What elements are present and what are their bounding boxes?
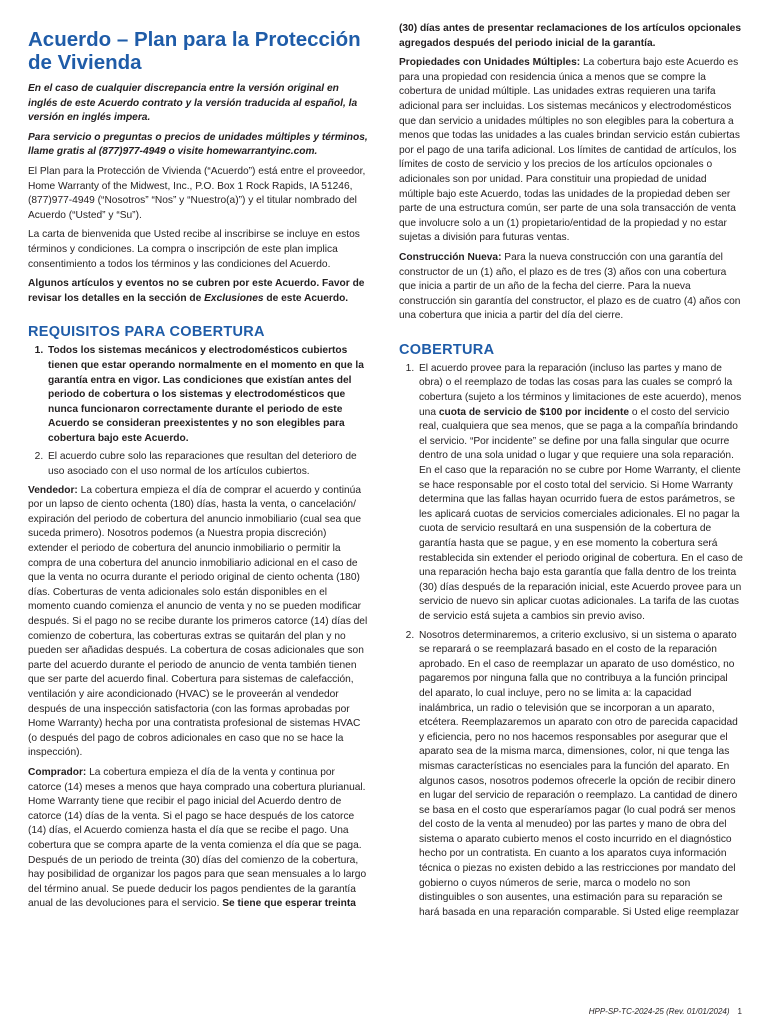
requirements-list (28, 344, 368, 479)
exclusions-note-text: Algunos artículos y eventos no se cubren por este Acuerdo. Favor de revisar los detalles en la sección de (28, 278, 365, 304)
coverage-heading: COBERTURA (399, 341, 495, 358)
buyer-bold-tail: Se tiene que esperar treinta (219, 898, 356, 910)
coverage-item-1 (417, 362, 743, 625)
multi-unit-paragraph (399, 56, 743, 246)
continuation-bold: (30) días antes de presentar reclamaciones de los artículos opcionales agregados después del periodo inicial de la garantía. (399, 23, 741, 49)
page-number: 1 (737, 1007, 742, 1016)
buyer-paragraph (28, 766, 368, 912)
seller-text: La cobertura empieza el día de comprar el acuerdo y continúa por un lapso de ciento ochenta (180) días, hasta la venta, o cancelación/ expiración del periodo de cobertura del anuncio inmobiliario (cual sea que suceda primero). Nosotros podemos (a Nuestra propia discreción) extender el periodo de cobertura del anuncio inmobiliario o permitir la compra de una cobertura del anuncio inmobiliario adicional en el caso de que la venta no ocurra durante el periodo original de ciento ochenta (180) días. Coberturas de venta adicionales solo están disponibles en el momento cuando comienza el anuncio de venta y no se pueden modificar después. Si el pago no se recibe durante los primeros catorce (14) días del comienzo de cobertura, las coberturas extras se quitarán del plan y no pueden ser añadidas después. La cobertura de cosas adicionales que son parte del acuerdo durante el periodo de anuncio de venta también tienen que ser parte del acuerdo final. Cobertura para sistemas de calefacción, ventilación y aire acondicionado (HVAC) se le proveerán al vendedor después de una inspección satisfactoria (con las formas aprobadas por Home Warranty) hecha por una contratista profesional de sistemas HVAC (o después del pago de cobros adicionales en caso que no se hace la inspección). (28, 484, 368, 759)
service-note: Para servicio o preguntas o precios de unidades múltiples y términos, llame gratis al (877)977-4949 o visite homewarrantyinc.com. (28, 131, 368, 158)
seller-paragraph (28, 484, 368, 761)
requirement-item-2: 2. El acuerdo cubre solo las reparaciones que resultan del deterioro de uso asociado con el uso normal de los artículos cubiertos. (46, 450, 368, 479)
requirements-heading: REQUISITOS PARA COBERTURA (28, 324, 265, 341)
new-construction-label: Construcción Nueva: (399, 251, 502, 263)
coverage-item-1-text: El acuerdo provee para la reparación (incluso las partes y mano de obra) o el reemplazo de todas las cosas para las cuales se compró la cobertura (sujeto a los términos y limitaciones de este acuerdo), menos una (419, 362, 742, 418)
coverage-list (399, 362, 743, 921)
page-title: Acuerdo – Plan para la Protección de Vivienda (28, 28, 361, 74)
requirement-item-1: 1. Todos los sistemas mecánicos y electrodomésticos cubiertos tienen que estar operando normalmente en el momento en que la garantía entra en vigor. Las condiciones que existían antes del periodo de cobertura o los sistemas y electrodomésticos que nunca funcionaron correctamente durante el periodo de este Acuerdo se consideran preexistentes y no son elegibles para cobertura bajo este Acuerdo. (46, 344, 368, 446)
service-fee-bold: cuota de servicio de $100 por incidente (438, 406, 630, 418)
discrepancy-note: En el caso de cualquier discrepancia entre la versión original en inglés de este Acuerdo contrato y la versión traducida al español, la versión en inglés impera. (28, 83, 358, 124)
right-column (399, 22, 743, 924)
coverage-item-2: 2. Nosotros determinaremos, a criterio exclusivo, si un sistema o aparato se reparará o se reemplazará basado en el costo de la reparación aprobado. En el caso de reemplazar un aparato de uso doméstico, no pagaremos por ninguna falla que no contribuya a la función principal del aparato, lo cual incluye, pero no se limita a: la capacidad inalámbrica, un radio o televisión que se incorporan a un aparato, etcétera. Reemplazaremos un aparato con otro de parecida capacidad y eficiencia, pero no nos hacemos responsables por asegurar que el aparato sea de la misma marca, dimensiones, color, ni que tenga las mismas características no esenciales para la función del aparato. En algunos casos, nosotros podemos ofrecerle la opción de recibir dinero en lugar del servicio de reparación o reemplazo. La cantidad de dinero se basa en el costo que esperaríamos pagar (lo cual podrá ser menos del costo de la venta al menudeo) por las partes y mano de obra del sistema o aparato cubierto menos el costo incurrido en el diagnóstico hecho por un contratista. En cuanto a los aparatos cuya información técnica o piezas no existen debido a las restricciones por mandato del gobierno o cuyos números de serie, marca o modelo no son distinguibles o son ausentes, una estimación para su reparación se hará basada en una reparación comparable. Si Usted elige reemplazar (417, 629, 743, 921)
exclusions-note (28, 277, 368, 306)
document-code: HPP-SP-TC-2024-25 (Rev. 01/01/2024) (588, 1007, 730, 1016)
multi-unit-label: Propiedades con Unidades Múltiples: (399, 57, 581, 69)
left-column (28, 22, 368, 917)
new-construction-text: Para la nueva construcción con una garantía del constructor de un (1) año, el plazo es de tres (3) años con una cobertura que inicia a partir de un año de la fecha del cierre. Para la nueva construcción sin garantía del constructor, el plazo es de cuatro (4) años con una cobertura que inicia a partir del día del cierre. (399, 251, 741, 322)
new-construction-paragraph (399, 251, 743, 324)
exclusions-note-tail: de este Acuerdo. (263, 292, 349, 304)
exclusions-note-emphasis: Exclusiones (204, 292, 264, 304)
seller-label: Vendedor: (28, 484, 78, 496)
buyer-text: La cobertura empieza el día de la venta y continua por catorce (14) meses a menos que haya comprado una cobertura plurianual. Home Warranty tiene que recibir el pago inicial del Acuerdo dentro de catorce (14) días de la venta. Si el pago se hace después de los catorce (14) días, el Acuerdo comienza hasta el día que se recibe el pago. Una cobertura que se compra aparte de la venta comienza el día que se paga. Después de un periodo de treinta (30) días del comienzo de la cobertura, hay posibilidad de organizar los pagos para que sean mensuales a lo largo del término anual. Se puede deducir los pagos pendientes de la garantía anual de las devoluciones para el servicio. (28, 766, 367, 910)
coverage-item-1-tail: o el costo del servicio real, cualquiera que sea menos, que se paga a la compañía brindando el servicio. “Por incidente” se define por una falla singular que ocurre dentro de una sola unidad o lugar y que requiere una sola reparación. En el caso que la reparación no se cubre por Home Warranty, el cliente se hace responsable por el costo total del servicio. Si Home Warranty determina que las fallas hayan ocurrido fuera de estos parámetros, se les aplicará cuotas de servicios comerciales adicionales. El no pagar la cuota de servicio resultará en una suspensión de la cobertura de garantía hasta que se pague, y en ese momento la cobertura será restablecida sin extender el periodo original de cobertura. En el caso de una reparación hecha bajo esta garantía que falla dentro de los treinta (30) días después de la reparación inicial, este Acuerdo provee para un servicio de nuevo sin aplicar cuotas adicionales. La tarifa de las cuotas de servicio está sujeta a cambios sin previo aviso. (419, 406, 743, 622)
page-footer (589, 1007, 742, 1016)
multi-unit-text: La cobertura bajo este Acuerdo es para una propiedad con residencia única a menos que se compre la cobertura de unidad múltiple. Las unidades extras requieren una tarifa adicional para ser incluidas. Los sistemas mecánicos y electrodomésticos que dan servicio a unidades múltiples no son elegibles para la cobertura a menos que todas las unidades a las cuales brindan servicio están cubiertas por el pago de una tarifa adicional. Los límites de cantidad de artículos, los límites de costo de servicio y los precios de los artículos opcionales o adicionales son por unidad. Para constituir una propiedad de unidad múltiple bajo este Acuerdo, todas las unidades de la propiedad deben ser parte de una estructura común, ser parte de una sola transacción de venta que involucre solo a un (1) propietario/entidad de la propiedad y no estar sujetas a división para futuras ventas. (399, 57, 740, 244)
buyer-label: Comprador: (28, 766, 87, 778)
intro-paragraph: El Plan para la Protección de Vivienda (“Acuerdo”) está entre el proveedor, Home Warranty of the Midwest, Inc., P.O. Box 1 Rock Rapids, IA 51246, (877)977-4949 (“Nosotros” “Nos” y “Nuestro(a)”) y el titular nombrado del Acuerdo (“Usted” y “Su”). (28, 165, 366, 221)
welcome-letter-paragraph: La carta de bienvenida que Usted recibe al inscribirse se incluye en estos términos y condiciones. La compra o inscripción de este plan implica consentimiento a todos los términos y las condiciones del Acuerdo. (28, 229, 360, 270)
